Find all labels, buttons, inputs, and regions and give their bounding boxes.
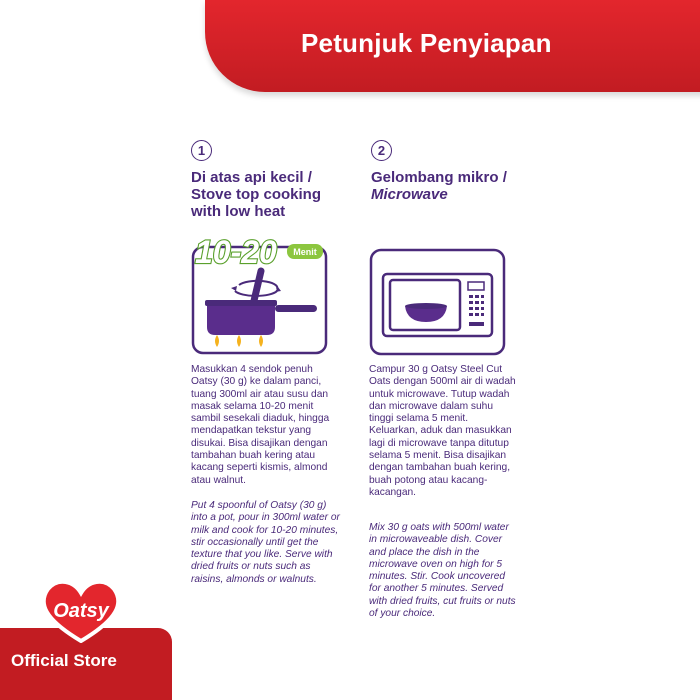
oatsy-logo <box>34 575 129 643</box>
stove-instructions-en: Put 4 spoonful of Oatsy (30 g) into a pot, pour in 300ml water or milk and cook for 10-20 minutes, stir occasionally until get the texture that you like. Serve with dried fruits or nuts such as raisins, almonds or walnuts. <box>191 500 340 585</box>
step-stove <box>191 140 361 220</box>
step-title-line: Stove top cooking <box>191 186 322 203</box>
stove-pot-icon <box>191 233 328 355</box>
microwave-instructions-en: Mix 30 g oats with 500ml water in microwaveable dish. Cover and place the dish in the microwave oven on high for 5 minutes. Stir. Cook uncovered for another 5 minutes. Served with dried fruits, cut fruits or nuts of your choice. <box>369 522 516 620</box>
step-microwave <box>371 140 526 203</box>
step-title-line: Di atas api kecil / <box>191 169 312 186</box>
logo-text: Oatsy <box>53 600 109 622</box>
step-title-line: with low heat <box>191 203 286 220</box>
step-number: 2 <box>371 140 392 161</box>
time-unit: Menit <box>293 247 317 257</box>
step-number: 1 <box>191 140 212 161</box>
microwave-icon <box>369 248 506 356</box>
step-title-line: Gelombang mikro / <box>371 169 507 186</box>
step-title <box>371 169 526 203</box>
stove-instructions-id: Masukkan 4 sendok penuh Oatsy (30 g) ke dalam panci, tuang 300ml air atau susu dan masak selama 10-20 menit sambil sesekali diaduk, hingga mendapatkan tekstur yang disukai. Bisa disajikan dengan tambahan buah kering atau kacang seperti kismis, almond atau walnut. <box>191 364 330 486</box>
official-store-label: Official Store <box>11 651 117 670</box>
step-title <box>191 169 361 220</box>
microwave-instructions-id: Campur 30 g Oatsy Steel Cut Oats dengan 500ml air di wadah untuk microwave. Tutup wadah dan microwave dalam suhu tinggi selama 5 menit. Keluarkan, aduk dan masukkan lagi di microwave tanpa ditutup selama 5 menit. Bisa disajikan dengan tambahan buah kering, buah potong atau kacang-kacangan. <box>369 364 516 498</box>
time-badge: 10-20 <box>195 234 277 270</box>
step-title-line: Microwave <box>371 186 448 203</box>
page-title: Petunjuk Penyiapan <box>301 28 552 58</box>
